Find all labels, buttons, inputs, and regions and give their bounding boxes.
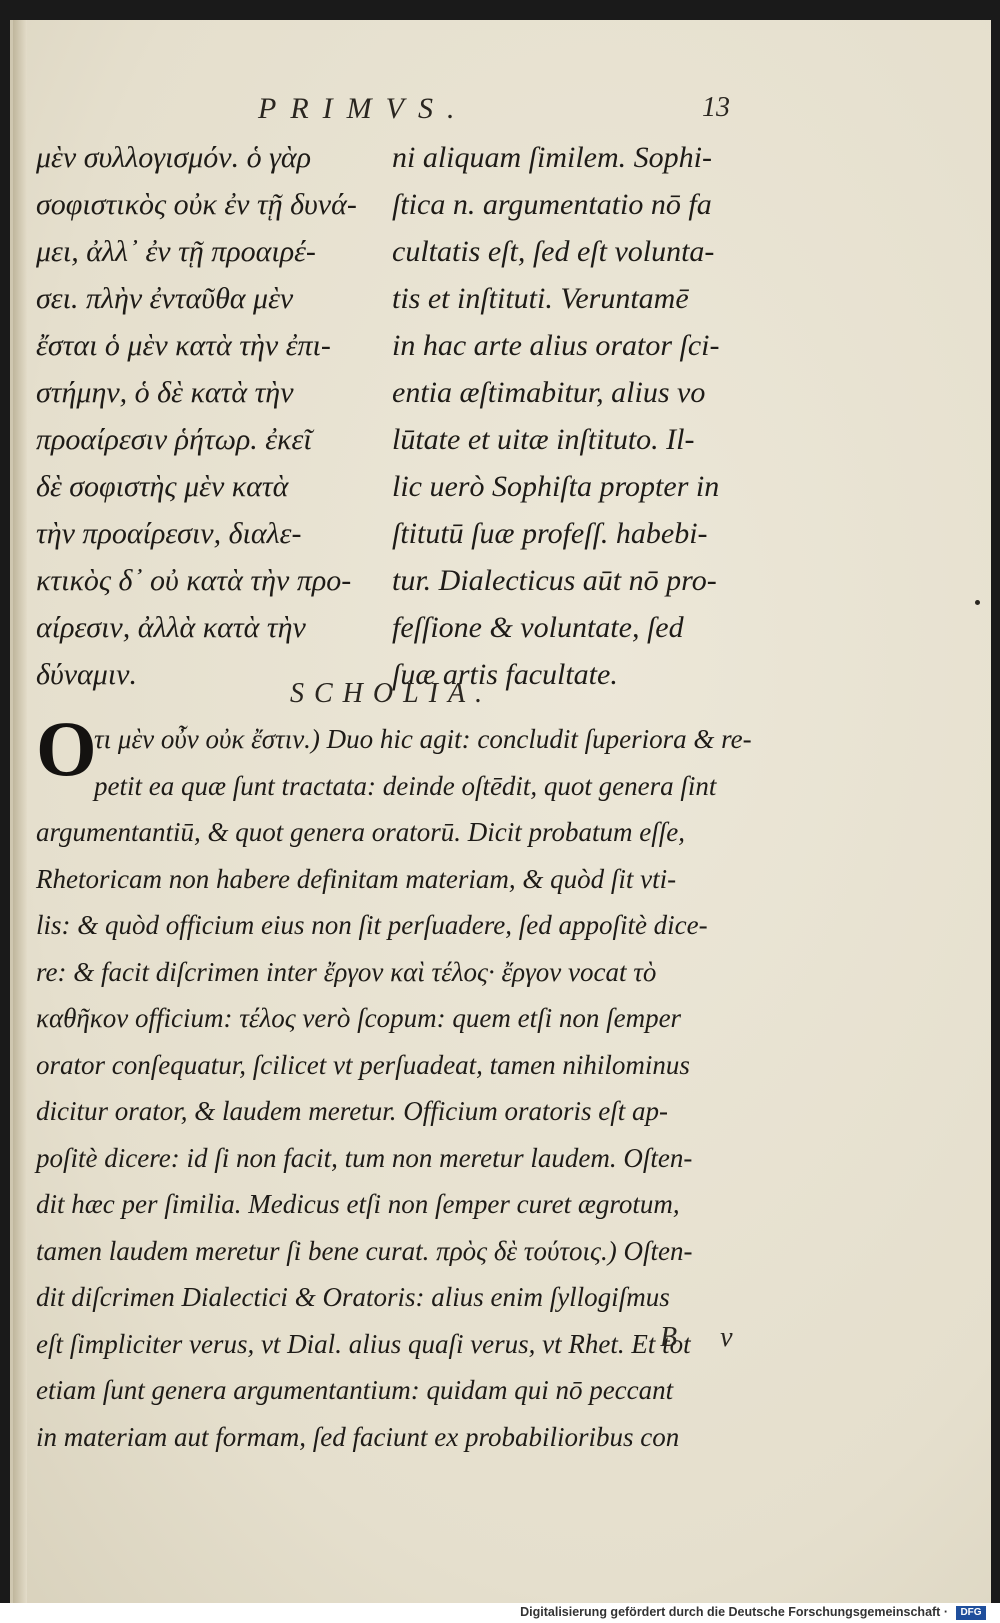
latin-line: tis et inſtituti. Veruntamē [392, 282, 689, 315]
scholia-line: in materiam aut formam, ſed faciunt ex probabilioribus con [36, 1421, 680, 1452]
latin-line: cultatis eſt, ſed eſt volunta- [392, 235, 715, 268]
scholia-line: orator conſequatur, ſcilicet vt perſuadeat, tamen nihilominus [36, 1049, 690, 1080]
scholia-line: tamen laudem meretur ſi bene curat. πρὸς δὲ τούτοις.) Oſten- [36, 1235, 693, 1266]
greek-column [36, 134, 391, 698]
scholia-line: re: & facit diſcrimen inter ἔργον καὶ τέλος· ἔργον vocat τὸ [36, 956, 657, 987]
scholia-text [36, 705, 766, 1460]
scholia-line: petit ea quæ ſunt tractata: deinde oſtēdit, quot genera ſint [94, 770, 717, 801]
footer-bar [0, 1603, 1000, 1623]
catchword: B v [660, 1322, 751, 1353]
scholia-heading: SCHOLIA. [290, 678, 493, 709]
page-number: 13 [702, 92, 730, 123]
greek-line: στήμην, ὁ δὲ κατὰ τὴν [36, 376, 294, 409]
scholia-line: argumentantiū, & quot genera oratorū. Dicit probatum eſſe, [36, 817, 685, 847]
scholia-line: Rhetoricam non habere definitam materiam, & quòd ſit vti- [36, 863, 677, 894]
greek-line: μὲν συλλογισμόν. ὁ γὰρ [36, 141, 312, 174]
greek-line: σει. πλὴν ἐνταῦθα μὲν [36, 282, 294, 315]
latin-line: lūtate et uitæ inſtituto. Il- [392, 423, 695, 456]
greek-line: ἔσται ὁ μὲν κατὰ τὴν ἐπι- [36, 329, 331, 362]
scholia-line: dit diſcrimen Dialectici & Oratoris: alius enim ſyllogiſmus [36, 1282, 670, 1312]
footer-credit: Digitalisierung gefördert durch die Deutsche Forschungsgemeinschaft · [520, 1605, 948, 1619]
greek-line: σοφιστικὸς οὐκ ἐν τῇ δυνά- [36, 188, 357, 221]
latin-line: ſtica n. argumentatio nō fa [392, 188, 712, 221]
latin-line: entia æſtimabitur, alius vo [392, 376, 706, 409]
latin-line: ni aliquam ſimilem. Sophi- [392, 141, 712, 174]
latin-line: ſuæ artis facultate. [392, 658, 618, 691]
latin-line: ſtitutū ſuæ profeſſ. habebi- [392, 517, 708, 550]
scholia-line: dit hæc per ſimilia. Medicus etſi non ſemper curet ægrotum, [36, 1189, 680, 1219]
greek-line: αίρεσιν, ἀλλὰ κατὰ τὴν [36, 611, 306, 644]
latin-line: in hac arte alius orator ſci- [392, 329, 720, 362]
drop-cap: O [36, 705, 97, 792]
scholia-line: eſt ſimpliciter verus, vt Dial. alius quaſi verus, vt Rhet. Et tot [36, 1328, 691, 1359]
scholia-line: dicitur orator, & laudem meretur. Officium oratoris eſt ap- [36, 1096, 668, 1126]
greek-line: τὴν προαίρεσιν, διαλε- [36, 517, 302, 550]
ink-spot [975, 600, 980, 605]
latin-line: lic uerò Sophiſta propter in [392, 470, 720, 503]
running-title: PRIMVS. [258, 92, 469, 125]
latin-column [392, 134, 762, 698]
greek-line: δύναμιν. [36, 658, 137, 691]
latin-line: tur. Dialecticus aūt nō pro- [392, 564, 717, 597]
greek-line: δὲ σοφιστὴς μὲν κατὰ [36, 470, 289, 503]
scholia-line: τι μὲν οὖν οὐκ ἔστιν.) Duo hic agit: concludit ſuperiora & re- [94, 724, 752, 754]
scholia-line: etiam ſunt genera argumentantium: quidam qui nō peccant [36, 1375, 674, 1405]
scholia-line: καθῆκον officium: τέλος verò ſcopum: quem etſi non ſemper [36, 1003, 682, 1033]
greek-line: κτικὸς δ᾽ οὐ κατὰ τὴν προ- [36, 564, 352, 597]
scholia-line: lis: & quòd officium eius non ſit perſuadere, ſed appoſitè dice- [36, 910, 708, 940]
greek-line: μει, ἀλλ᾽ ἐν τῇ προαιρέ- [36, 235, 316, 268]
scholia-line: poſitè dicere: id ſi non facit, tum non meretur laudem. Oſten- [36, 1142, 693, 1173]
page-gutter [13, 20, 27, 1603]
dfg-logo[interactable]: DFG [956, 1606, 986, 1620]
greek-line: προαίρεσιν ῥήτωρ. ἐκεῖ [36, 423, 312, 456]
latin-line: feſſione & voluntate, ſed [392, 611, 684, 644]
